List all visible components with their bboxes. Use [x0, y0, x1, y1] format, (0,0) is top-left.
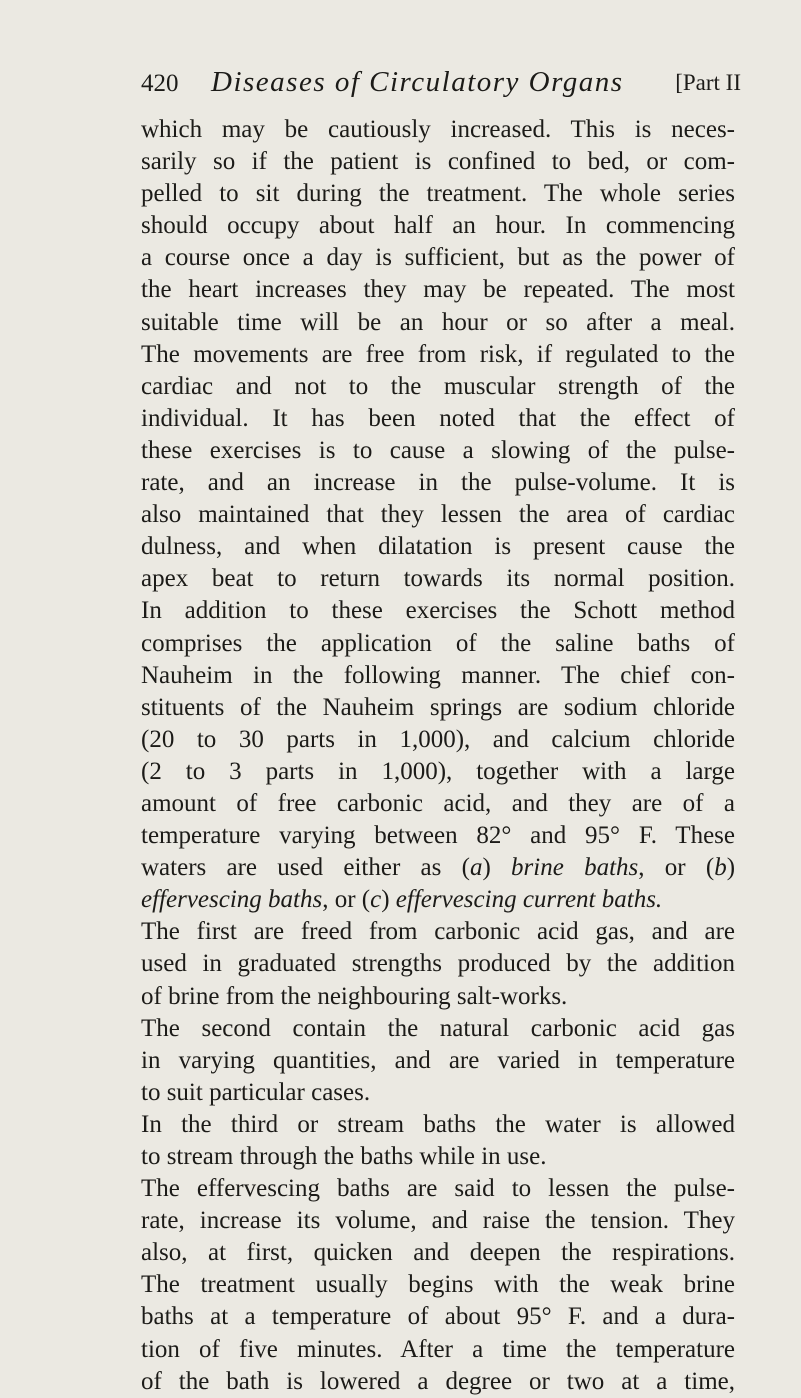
- page-header: [141, 66, 741, 102]
- text-line: baths at a temperature of about 95° F. and a dura-: [141, 1303, 735, 1331]
- text-line: which may be cautiously increased. This is neces-: [141, 116, 735, 143]
- text-line: (20 to 30 parts in 1,000), and calcium chloride: [141, 725, 735, 753]
- text-line: also maintained that they lessen the area of cardiac: [141, 501, 735, 529]
- text-line: effervescing baths, or (c) effervescing current baths.: [141, 886, 663, 914]
- text-line: comprises the application of the saline baths of: [141, 629, 735, 657]
- text-line: of brine from the neighbouring salt-works.: [141, 982, 568, 1010]
- text-line: The treatment usually begins with the weak brine: [141, 1271, 735, 1299]
- text-line: dulness, and when dilatation is present cause the: [141, 533, 735, 561]
- text-line: tion of five minutes. After a time the temperature: [141, 1335, 735, 1363]
- text-line: these exercises is to cause a slowing of the pulse-: [141, 436, 735, 464]
- text-line: in varying quantities, and are varied in temperature: [141, 1046, 735, 1074]
- text-line: apex beat to return towards its normal position.: [141, 565, 735, 593]
- text-line: amount of free carbonic acid, and they are of a: [141, 789, 735, 817]
- text-line: a course once a day is sufficient, but as the power of: [141, 244, 735, 272]
- text-line: The movements are free from risk, if regulated to the: [141, 340, 735, 368]
- text-line: to stream through the baths while in use.: [141, 1143, 547, 1170]
- running-title: Diseases of Circulatory Organs: [211, 66, 624, 98]
- text-line: The effervescing baths are said to lessen the pulse-: [141, 1175, 735, 1203]
- text-line: cardiac and not to the muscular strength of the: [141, 372, 735, 400]
- text-line: In addition to these exercises the Schott method: [141, 597, 735, 625]
- text-line: suitable time will be an hour or so after a meal.: [141, 308, 735, 336]
- text-line: The second contain the natural carbonic acid gas: [141, 1014, 735, 1042]
- text-line: rate, and an increase in the pulse-volume. It is: [141, 469, 735, 497]
- text-line: Nauheim in the following manner. The chief con-: [141, 661, 735, 689]
- text-line: waters are used either as (a) brine baths, or (b): [141, 854, 736, 882]
- text-line: of the bath is lowered a degree or two at a time,: [141, 1367, 735, 1395]
- text-line: individual. It has been noted that the effect of: [141, 404, 735, 432]
- text-line: used in graduated strengths produced by the addition: [141, 950, 735, 978]
- text-line: should occupy about half an hour. In commencing: [141, 212, 735, 240]
- text-line: (2 to 3 parts in 1,000), together with a large: [141, 757, 735, 785]
- text-line: pelled to sit during the treatment. The whole series: [141, 180, 735, 208]
- text-line: the heart increases they may be repeated. The most: [141, 276, 735, 304]
- text-line: sarily so if the patient is confined to bed, or com-: [141, 148, 735, 176]
- page-number: 420: [141, 70, 179, 97]
- text-line: In the third or stream baths the water is allowed: [141, 1110, 735, 1138]
- text-line: stituents of the Nauheim springs are sodium chloride: [141, 693, 735, 721]
- body-text: [141, 114, 735, 1398]
- text-line: to suit particular cases.: [141, 1078, 371, 1106]
- part-label: [Part II: [675, 70, 741, 95]
- text-line: The first are freed from carbonic acid gas, and are: [141, 918, 735, 946]
- text-line: also, at first, quicken and deepen the respirations.: [141, 1239, 735, 1267]
- text-line: temperature varying between 82° and 95° F. These: [141, 822, 735, 850]
- text-line: rate, increase its volume, and raise the tension. They: [141, 1207, 735, 1235]
